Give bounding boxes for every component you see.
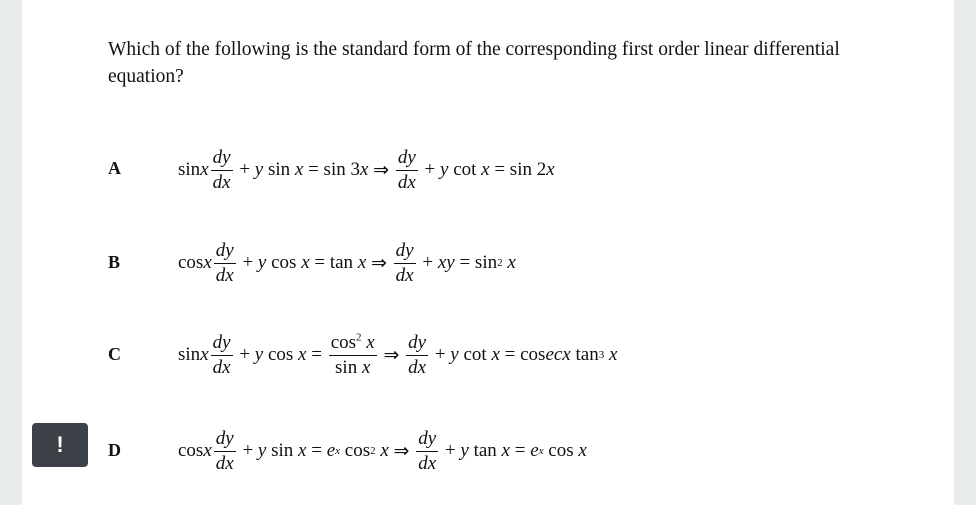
fraction-numerator: dy xyxy=(214,428,236,452)
fraction-numerator: dy xyxy=(416,428,438,452)
fraction-denominator: dx xyxy=(395,264,414,286)
math-text: = xyxy=(306,344,327,365)
math-text: cos xyxy=(266,252,302,273)
math-text: cos xyxy=(178,252,204,273)
fraction-denominator: dx xyxy=(215,264,234,286)
math-text: + xyxy=(417,252,438,273)
math-text: + xyxy=(234,344,255,365)
fraction-numerator: dy xyxy=(211,147,233,171)
math-text: cos xyxy=(178,440,204,461)
math-var: x xyxy=(203,440,212,461)
fraction xyxy=(396,147,418,194)
implies-symbol: ⇒ xyxy=(378,344,405,366)
fraction xyxy=(211,332,233,379)
alert-icon[interactable] xyxy=(32,423,88,467)
math-var: xy xyxy=(437,252,455,273)
question-text: Which of the following is the standard form of the corresponding first order linear differential equation? xyxy=(108,39,840,87)
fraction-denominator: dx xyxy=(212,356,231,378)
math-text: sin xyxy=(263,159,295,180)
math-text: + xyxy=(430,344,451,365)
math-var: y xyxy=(460,440,469,461)
math-text: tan xyxy=(468,440,502,461)
fraction xyxy=(406,332,428,379)
math-text: = cos xyxy=(499,344,546,365)
fraction-numerator xyxy=(329,332,377,356)
option-c-label[interactable]: C xyxy=(108,344,121,364)
math-var: x xyxy=(380,440,389,461)
math-var: x xyxy=(608,344,618,365)
math-text: + xyxy=(440,440,461,461)
math-var: x xyxy=(546,159,555,180)
math-var: y xyxy=(450,344,459,365)
math-var: x xyxy=(578,440,587,461)
math-text: = sin 3 xyxy=(303,159,360,180)
fraction xyxy=(416,428,438,475)
option-b-formula[interactable]: cos x $\frac{dy}{dx}$ + y cos x = tan x ⇒ $\frac{dy}{dx}$ + xy = sin 2 x xyxy=(178,239,516,286)
math-text: = sin 2 xyxy=(489,159,547,180)
math-var: y xyxy=(254,344,264,365)
math-var: e xyxy=(530,440,539,461)
fraction-denominator: dx xyxy=(397,171,416,193)
math-text: cos xyxy=(340,440,371,461)
alert-icon-glyph: ! xyxy=(56,432,64,457)
math-var: x xyxy=(298,344,307,365)
math-text: = xyxy=(306,440,327,461)
math-text: = tan xyxy=(309,252,358,273)
math-var: x xyxy=(501,440,510,461)
math-text: cos xyxy=(543,440,579,461)
option-d-formula[interactable]: cos x $\frac{dy}{dx}$ + y sin x = e x cos 2 x ⇒ $\frac{dy}{dx}$ + y tan x = e x cos x xyxy=(178,427,587,474)
math-var: x xyxy=(507,252,516,273)
math-text: sin xyxy=(266,440,299,461)
math-text: tan xyxy=(570,344,599,365)
option-c-formula[interactable]: sin x $\frac{dy}{dx}$ + y cos x = $\frac{\cos^2 x}{\text{sin x}}$ ⇒ $\frac{dy}{dx}$ + y cot x = cos ecx tan 3 x xyxy=(178,331,618,378)
fraction xyxy=(329,332,377,379)
math-var: ecx xyxy=(545,344,571,365)
fraction-denominator xyxy=(333,356,372,379)
math-var: x xyxy=(301,252,310,273)
math-var: y xyxy=(440,159,449,180)
math-text: = sin xyxy=(454,252,498,273)
math-text: sin xyxy=(178,344,201,365)
option-a-label[interactable]: A xyxy=(108,158,121,178)
fraction xyxy=(214,428,236,475)
math-var: x xyxy=(491,344,500,365)
math-var: y xyxy=(257,252,267,273)
math-text: + xyxy=(234,159,255,180)
fraction xyxy=(214,240,236,287)
fraction-numerator: dy xyxy=(406,332,428,356)
math-var: x xyxy=(481,159,490,180)
implies-symbol: ⇒ xyxy=(368,159,394,181)
fraction xyxy=(211,147,233,194)
implies-symbol: ⇒ xyxy=(366,252,392,274)
math-text: + xyxy=(237,252,258,273)
fraction-numerator: dy xyxy=(214,240,236,264)
math-var: x xyxy=(361,356,371,378)
math-text: sin xyxy=(335,356,362,378)
option-d-label[interactable]: D xyxy=(108,440,121,460)
math-text: cot xyxy=(448,159,482,180)
fraction-denominator: dx xyxy=(418,452,437,474)
option-b-label[interactable]: B xyxy=(108,252,121,272)
math-var: x xyxy=(200,344,209,365)
fraction-denominator: dx xyxy=(212,171,231,193)
fraction-denominator: dx xyxy=(215,452,234,474)
math-var: e xyxy=(326,440,336,461)
math-text: cos xyxy=(330,331,357,353)
math-var: x xyxy=(361,331,375,353)
math-var: x xyxy=(359,159,369,180)
fraction-denominator: dx xyxy=(408,356,427,378)
fraction-numerator: dy xyxy=(394,240,416,264)
math-text: + xyxy=(419,159,440,180)
exponent: 2 xyxy=(356,331,362,344)
math-text: = xyxy=(509,440,531,461)
fraction-numerator: dy xyxy=(211,332,233,356)
math-var: y xyxy=(257,440,267,461)
math-var: x xyxy=(357,252,367,273)
math-var: x xyxy=(298,440,307,461)
math-var: y xyxy=(254,159,264,180)
math-var: x xyxy=(200,159,209,180)
math-text: cos xyxy=(263,344,299,365)
math-text: cot xyxy=(458,344,492,365)
fraction xyxy=(394,240,416,287)
math-var: x xyxy=(203,252,212,273)
math-text: + xyxy=(237,440,258,461)
implies-symbol: ⇒ xyxy=(388,440,415,462)
option-a-formula[interactable] xyxy=(178,135,555,205)
fraction-numerator: dy xyxy=(396,147,418,171)
math-var: x xyxy=(294,159,304,180)
math-text: sin xyxy=(178,159,201,180)
